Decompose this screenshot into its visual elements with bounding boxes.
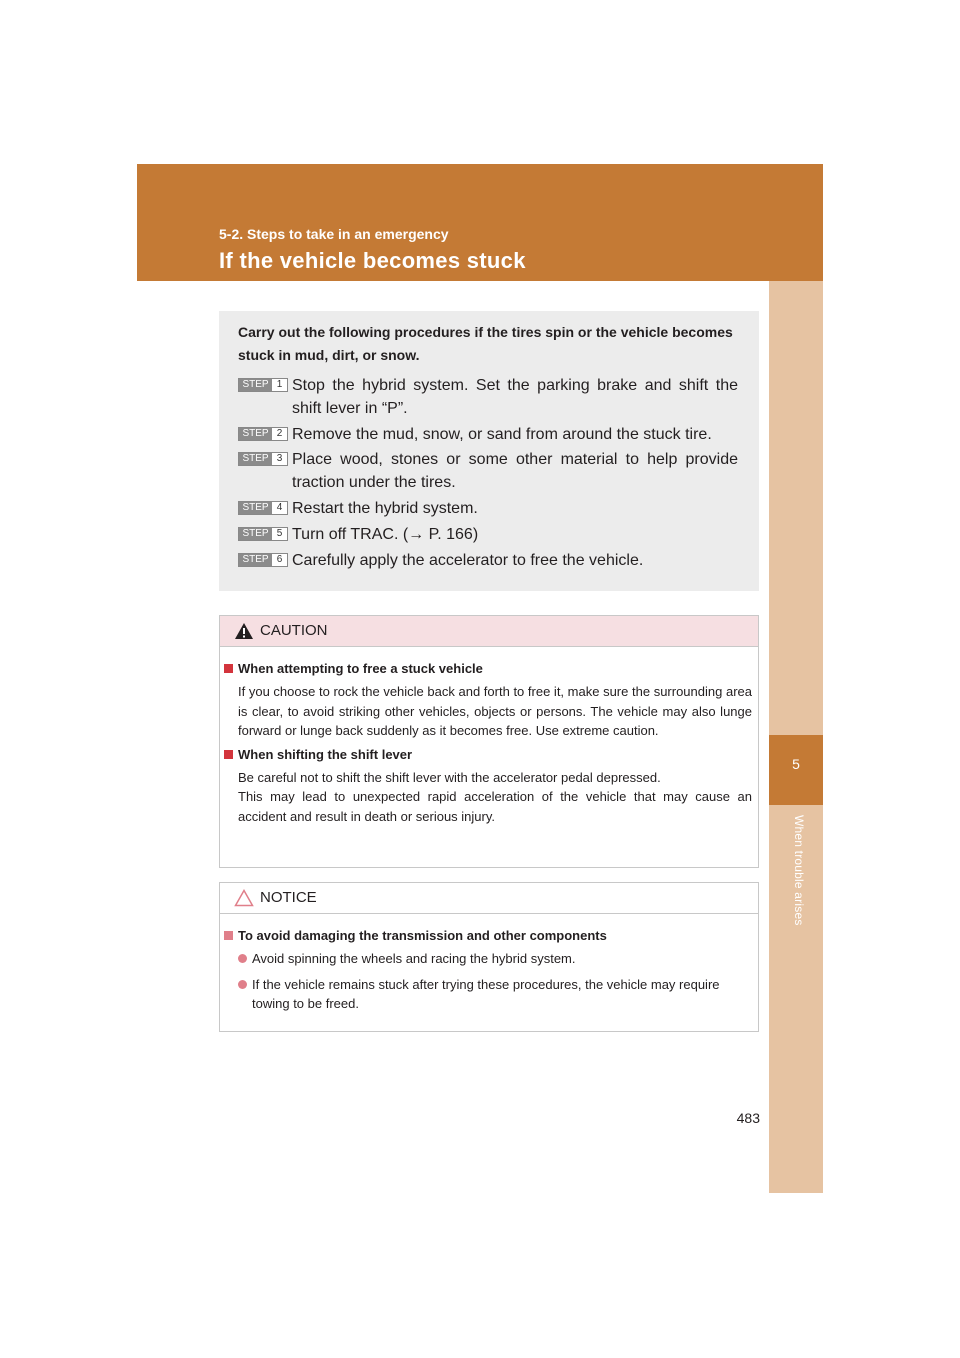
square-bullet-icon	[224, 750, 233, 759]
step-badge: STEP 5	[238, 527, 288, 541]
step-text: Restart the hybrid system.	[292, 500, 478, 517]
step-5	[238, 523, 738, 546]
notice-bullet: If the vehicle remains stuck after trying these procedures, the vehicle may require towing to be freed.	[238, 975, 752, 1014]
caution-box	[219, 615, 759, 868]
step-1	[238, 374, 738, 420]
step-badge: STEP 3	[238, 452, 288, 466]
notice-box	[219, 882, 759, 1032]
step-text: Stop the hybrid system. Set the parking brake and shift the shift lever in “P”.	[292, 377, 738, 417]
caution-heading: When attempting to free a stuck vehicle	[224, 661, 752, 676]
step-badge: STEP 1	[238, 378, 288, 392]
notice-title: NOTICE	[260, 889, 317, 906]
caution-paragraph: If you choose to rock the vehicle back and forth to free it, make sure the surrounding area is clear, to avoid striking other vehicles, objects or persons. The vehicle may also lunge forward or lunge back suddenly as it becomes free. Use extreme caution.	[238, 684, 752, 738]
step-text: Carefully apply the accelerator to free the vehicle.	[292, 552, 644, 569]
caution-heading: When shifting the shift lever	[224, 747, 752, 762]
notice-heading: To avoid damaging the transmission and other components	[224, 928, 752, 943]
page-number: 483	[736, 1110, 760, 1126]
page-title: If the vehicle becomes stuck	[219, 248, 526, 273]
caution-paragraph: Be careful not to shift the shift lever with the accelerator pedal depressed.	[238, 769, 661, 785]
step-text: Remove the mud, snow, or sand from around the stuck tire.	[292, 426, 712, 443]
step-4	[238, 497, 738, 520]
section-label: 5-2. Steps to take in an emergency	[219, 226, 449, 242]
warning-triangle-icon	[234, 622, 254, 640]
square-bullet-icon	[224, 664, 233, 673]
warning-triangle-icon	[234, 889, 254, 907]
side-tab-number: 5	[792, 756, 800, 772]
step-badge: STEP 4	[238, 501, 288, 515]
step-text: Place wood, stones or some other material to help provide traction under the tires.	[292, 451, 738, 491]
caution-header	[220, 616, 758, 647]
step-badge: STEP 2	[238, 427, 288, 441]
step-badge: STEP 6	[238, 553, 288, 567]
step-3	[238, 448, 738, 494]
step-2	[238, 423, 738, 446]
intro-text: Carry out the following procedures if the tires spin or the vehicle becomes stuck in mud, dirt, or snow.	[238, 324, 733, 363]
step-6	[238, 549, 738, 572]
notice-bullet: Avoid spinning the wheels and racing the hybrid system.	[238, 949, 752, 969]
step-text: Turn off TRAC. (→ P. 166)	[292, 526, 479, 543]
caution-paragraph: This may lead to unexpected rapid acceleration of the vehicle that may cause an accident and result in death or serious injury.	[238, 789, 752, 824]
notice-header	[220, 883, 758, 914]
side-tab-label: When trouble arises	[792, 815, 806, 926]
circle-bullet-icon	[238, 980, 247, 989]
square-bullet-icon	[224, 931, 233, 940]
circle-bullet-icon	[238, 954, 247, 963]
caution-title: CAUTION	[260, 622, 328, 639]
